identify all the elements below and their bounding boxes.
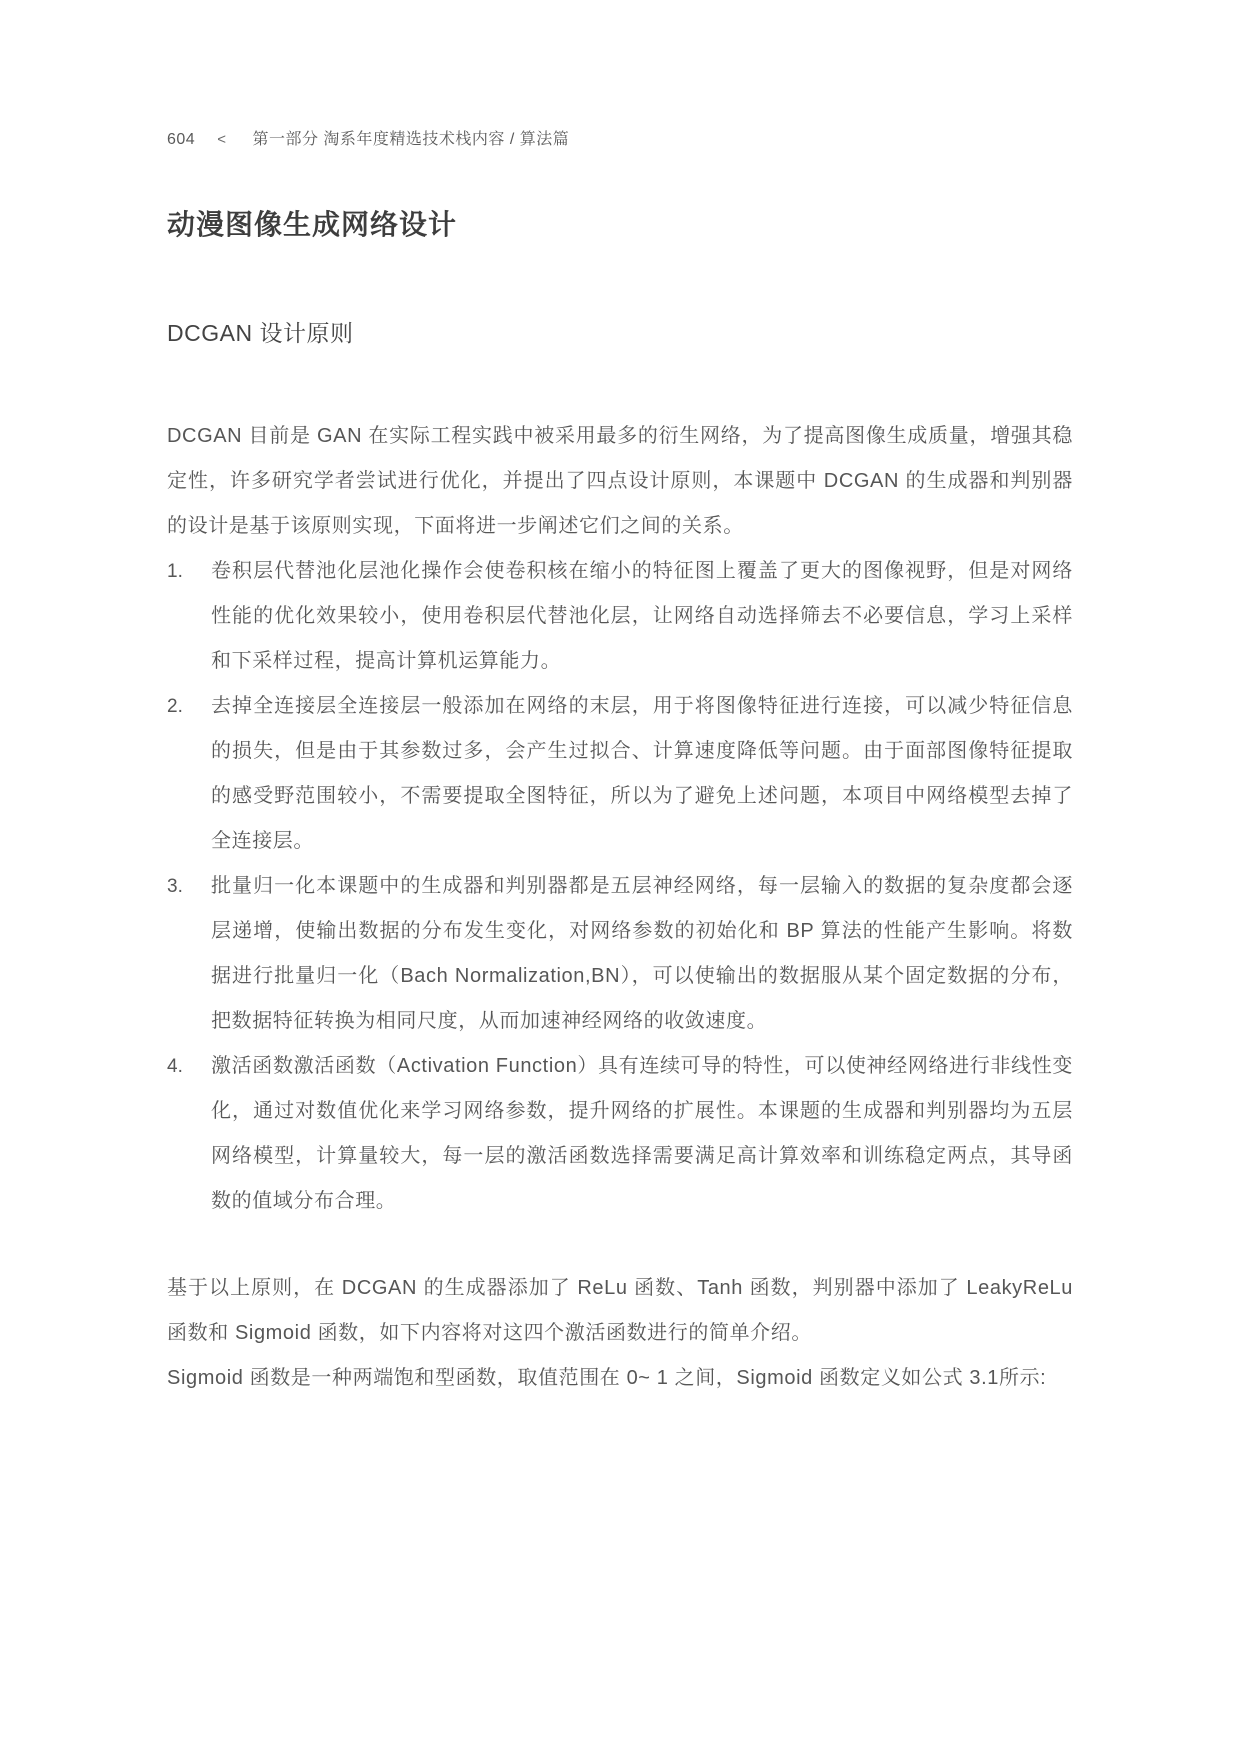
breadcrumb: 第一部分 淘系年度精选技术栈内容 / 算法篇 — [252, 131, 570, 148]
list-item-principle-3 — [167, 864, 1073, 1044]
list-item-principle-1 — [167, 549, 1073, 684]
less-than-separator: < — [217, 131, 227, 148]
list-item-text: 批量归一化本课题中的生成器和判别器都是五层神经网络，每一层输入的数据的复杂度都会逐层递增，使输出数据的分布发生变化，对网络参数的初始化和 BP 算法的性能产生影响。将数据进行批量归一化（Bach Normalization,BN），可以使输出的数据服从某个固定数据的分布，把数据特征转换为相同尺度，从而加速神经网络的收敛速度。 — [211, 875, 1073, 1032]
section-heading: DCGAN 设计原则 — [167, 320, 354, 346]
list-item-principle-2 — [167, 684, 1073, 864]
list-item-number: 1. — [167, 561, 183, 582]
paragraph-activation-functions-summary: 基于以上原则，在 DCGAN 的生成器添加了 ReLu 函数、Tanh 函数，判别器中添加了 LeakyReLu 函数和 Sigmoid 函数，如下内容将对这四个激活函数进行的简单介绍。 — [167, 1277, 1073, 1344]
list-item-number: 3. — [167, 876, 183, 897]
list-item-text: 激活函数激活函数（Activation Function）具有连续可导的特性，可以使神经网络进行非线性变化，通过对数值优化来学习网络参数，提升网络的扩展性。本课题的生成器和判别器均为五层网络模型，计算量较大，每一层的激活函数选择需要满足高计算效率和训练稳定两点，其导函数的值域分布合理。 — [211, 1055, 1073, 1212]
page-header — [167, 130, 1073, 150]
list-item-principle-4 — [167, 1044, 1073, 1224]
page-number: 604 — [167, 131, 196, 148]
list-item-text: 卷积层代替池化层池化操作会使卷积核在缩小的特征图上覆盖了更大的图像视野，但是对网络性能的优化效果较小，使用卷积层代替池化层，让网络自动选择筛去不必要信息，学习上采样和下采样过程，提高计算机运算能力。 — [211, 560, 1073, 672]
principles-list — [167, 549, 1073, 1224]
list-item-number: 2. — [167, 696, 183, 717]
intro-paragraph: DCGAN 目前是 GAN 在实际工程实践中被采用最多的衍生网络，为了提高图像生成质量，增强其稳定性，许多研究学者尝试进行优化，并提出了四点设计原则，本课题中 DCGAN 的生成器和判别器的设计是基于该原则实现，下面将进一步阐述它们之间的关系。 — [167, 425, 1073, 537]
article-title: 动漫图像生成网络设计 — [167, 209, 458, 240]
list-item-number: 4. — [167, 1056, 183, 1077]
list-item-text: 去掉全连接层全连接层一般添加在网络的末层，用于将图像特征进行连接，可以减少特征信息的损失，但是由于其参数过多，会产生过拟合、计算速度降低等问题。由于面部图像特征提取的感受野范围较小，不需要提取全图特征，所以为了避免上述问题，本项目中网络模型去掉了全连接层。 — [211, 695, 1073, 852]
paragraph-sigmoid-intro: Sigmoid 函数是一种两端饱和型函数，取值范围在 0~ 1 之间，Sigmoid 函数定义如公式 3.1所示: — [167, 1367, 1047, 1389]
